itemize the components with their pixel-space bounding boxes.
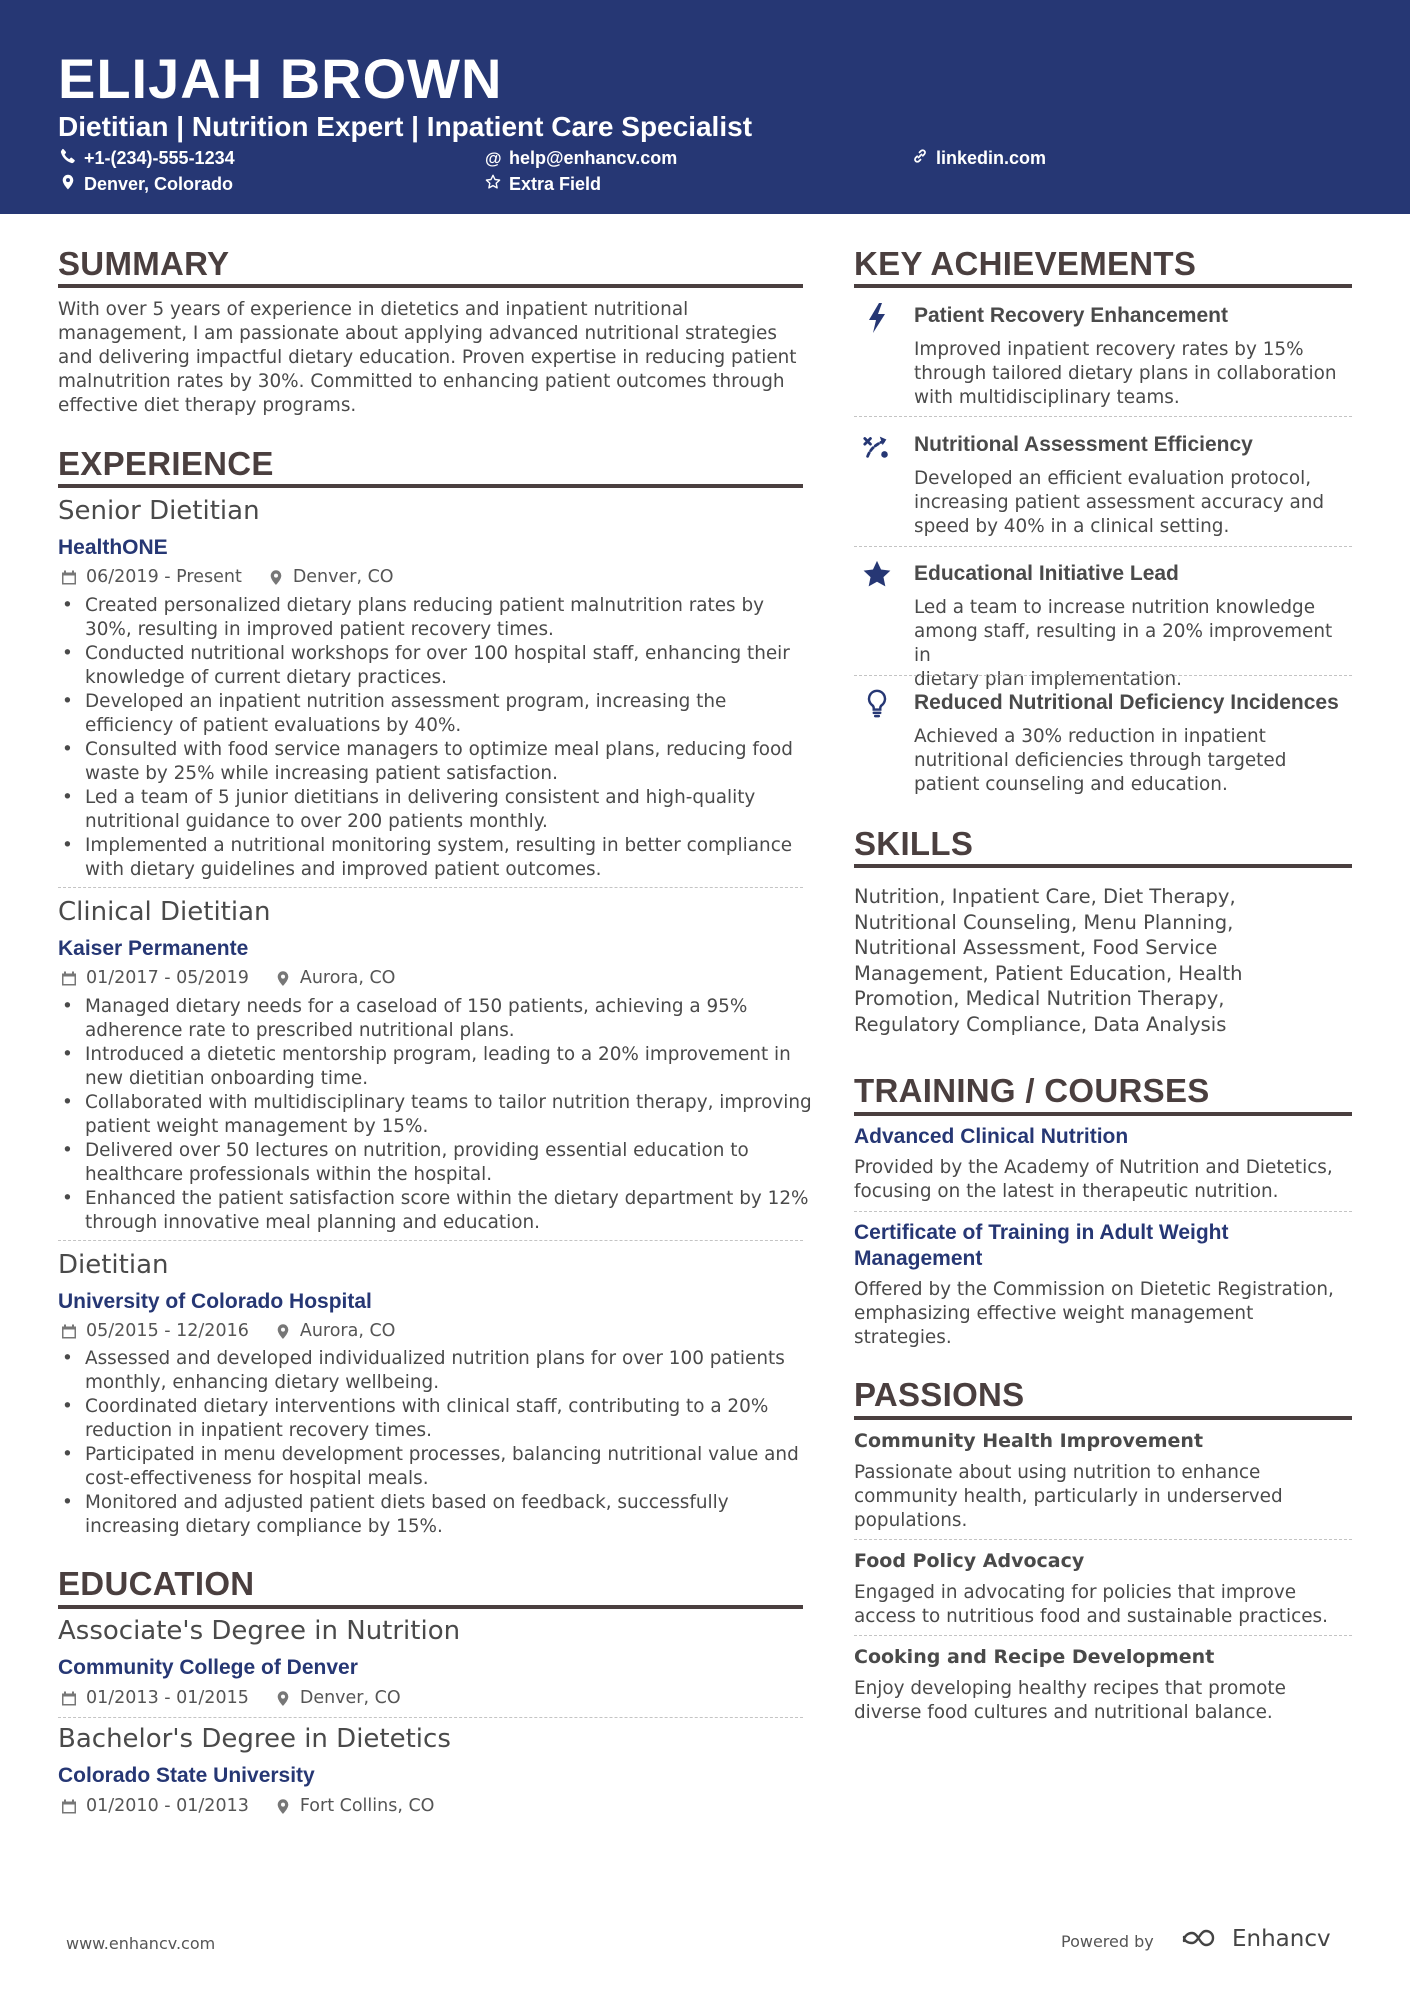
- location-text: Denver, Colorado: [84, 174, 234, 194]
- achievements-heading: KEY ACHIEVEMENTS: [854, 245, 1197, 282]
- contact-linkedin[interactable]: [912, 148, 1046, 169]
- job-title: Senior Dietitian: [58, 496, 260, 526]
- bullet-item: • Delivered over 50 lectures on nutrition, providing essential education to healthcare professionals within the hospital.: [58, 1139, 818, 1187]
- enhancv-logo-icon: [1180, 1927, 1224, 1951]
- bullet-item: • Developed an inpatient nutrition assessment program, increasing the efficiency of patient evaluations by 40%.: [58, 690, 818, 738]
- company-name: HealthONE: [58, 536, 168, 559]
- divider: [58, 1717, 803, 1718]
- bullet-item: • Collaborated with multidisciplinary teams to tailor nutrition therapy, improving patient weight management by 15%.: [58, 1091, 818, 1139]
- skills-heading: SKILLS: [854, 825, 974, 862]
- enhancv-brand-text: Enhancv: [1232, 1926, 1331, 1952]
- bullet-item: • Enhanced the patient satisfaction score within the dietary department by 12% through innovative meal planning and education.: [58, 1187, 818, 1235]
- divider: [854, 1635, 1352, 1636]
- calendar-icon: [61, 1323, 77, 1340]
- job-title: Clinical Dietitian: [58, 897, 271, 927]
- training-rule: [854, 1112, 1352, 1116]
- summary-line: malnutrition rates by 30%. Committed to enhancing patient outcomes through: [58, 371, 785, 392]
- passion-title: Community Health Improvement: [854, 1430, 1204, 1452]
- job-title: Dietitian: [58, 1250, 169, 1280]
- skills-rule: [854, 864, 1352, 868]
- contact-extra: [485, 174, 601, 195]
- calendar-icon: [61, 1798, 77, 1815]
- map-pin-icon: [268, 569, 284, 586]
- achievement-text: Led a team to increase nutrition knowledge among staff, resulting in a 20% improvement in dietary plan implementation.: [914, 597, 1333, 690]
- achievement-title: Nutritional Assessment Efficiency: [914, 433, 1253, 456]
- job-meta: [61, 1321, 395, 1341]
- resume-header: [0, 0, 1410, 214]
- achievements-rule: [854, 284, 1352, 288]
- achievement-title: Reduced Nutritional Deficiency Incidences: [914, 691, 1339, 714]
- bullet-item: • Assessed and developed individualized nutrition plans for over 100 patients monthly, enhancing dietary wellbeing.: [58, 1347, 818, 1395]
- map-pin-icon: [275, 1323, 291, 1340]
- course-description: Offered by the Commission on Dietetic Registration, emphasizing effective weight management strategies.: [854, 1279, 1334, 1348]
- phone-icon: [60, 148, 76, 169]
- passions-heading: PASSIONS: [854, 1376, 1025, 1413]
- divider: [854, 416, 1352, 417]
- job-dates: 05/2015 - 12/2016: [86, 1321, 249, 1341]
- powered-by-label: Powered by: [1061, 1932, 1154, 1951]
- passion-description: Engaged in advocating for policies that improve access to nutritious food and sustainable practices.: [854, 1582, 1328, 1627]
- job-bullets: [58, 1347, 818, 1539]
- job-meta: [61, 567, 394, 587]
- company-name: Kaiser Permanente: [58, 937, 249, 960]
- job-bullets: [58, 995, 818, 1235]
- map-pin-icon: [275, 1690, 291, 1707]
- experience-rule: [58, 484, 803, 488]
- contact-phone[interactable]: [60, 148, 235, 169]
- education-meta: [61, 1688, 401, 1708]
- divider: [854, 546, 1352, 547]
- extra-field-text: Extra Field: [509, 174, 602, 194]
- school-name: Community College of Denver: [58, 1656, 358, 1679]
- bullet-item: • Monitored and adjusted patient diets based on feedback, successfully increasing dietary compliance by 15%.: [58, 1491, 818, 1539]
- course-title: Advanced Clinical Nutrition: [854, 1125, 1129, 1148]
- divider: [854, 675, 1352, 676]
- summary-line: With over 5 years of experience in dietetics and inpatient nutritional: [58, 299, 689, 320]
- bullet-item: • Implemented a nutritional monitoring system, resulting in better compliance with dietary guidelines and improved patient outcomes.: [58, 834, 818, 882]
- education-meta: [61, 1796, 434, 1816]
- summary-line: effective diet therapy programs.: [58, 395, 357, 416]
- passions-rule: [854, 1416, 1352, 1420]
- star-icon: [857, 554, 897, 594]
- degree-title: Bachelor's Degree in Dietetics: [58, 1724, 451, 1754]
- map-pin-icon: [60, 174, 76, 195]
- passion-description: Passionate about using nutrition to enhance community health, particularly in underserved populations.: [854, 1462, 1283, 1531]
- calendar-icon: [61, 970, 77, 987]
- lightbulb-icon: [857, 683, 897, 723]
- bullet-item: • Created personalized dietary plans reducing patient malnutrition rates by 30%, resulting in improved patient recovery times.: [58, 594, 818, 642]
- map-pin-icon: [275, 970, 291, 987]
- summary-line: management, I am passionate about applying advanced nutritional strategies: [58, 323, 777, 344]
- strategy-arrow-icon: [857, 426, 897, 466]
- bullet-item: • Managed dietary needs for a caseload of 150 patients, achieving a 95% adherence rate to prescribed nutritional plans.: [58, 995, 818, 1043]
- achievement-title: Educational Initiative Lead: [914, 562, 1179, 585]
- bullet-item: • Introduced a dietetic mentorship program, leading to a 20% improvement in new dietitian onboarding time.: [58, 1043, 818, 1091]
- education-rule: [58, 1605, 803, 1609]
- divider: [58, 887, 803, 888]
- training-heading: TRAINING / COURSES: [854, 1072, 1210, 1109]
- achievement-text: Improved inpatient recovery rates by 15% through tailored dietary plans in collaboration with multidisciplinary teams.: [914, 339, 1337, 408]
- summary-text: [58, 298, 808, 418]
- company-name: University of Colorado Hospital: [58, 1290, 372, 1313]
- contact-email[interactable]: [485, 148, 677, 169]
- passion-description: Enjoy developing healthy recipes that promote diverse food cultures and nutritional balance.: [854, 1678, 1286, 1723]
- bullet-item: • Conducted nutritional workshops for over 100 hospital staff, enhancing their knowledge of current dietary practices.: [58, 642, 818, 690]
- passion-title: Cooking and Recipe Development: [854, 1646, 1215, 1668]
- candidate-name: ELIJAH BROWN: [58, 47, 503, 110]
- passion-title: Food Policy Advocacy: [854, 1550, 1085, 1572]
- calendar-icon: [61, 1690, 77, 1707]
- enhancv-logo[interactable]: [1180, 1926, 1331, 1952]
- divider: [854, 1539, 1352, 1540]
- education-heading: EDUCATION: [58, 1565, 255, 1602]
- phone-text: +1-(234)-555-1234: [84, 148, 235, 168]
- bullet-item: • Participated in menu development processes, balancing nutritional value and cost-effectiveness for hospital meals.: [58, 1443, 818, 1491]
- job-meta: [61, 968, 395, 988]
- course-title: Certificate of Training in Adult Weight Management: [854, 1221, 1229, 1270]
- achievement-title: Patient Recovery Enhancement: [914, 304, 1228, 327]
- experience-heading: EXPERIENCE: [58, 445, 274, 482]
- linkedin-text: linkedin.com: [936, 148, 1047, 168]
- job-dates: 06/2019 - Present: [86, 567, 242, 587]
- achievement-text: Developed an efficient evaluation protocol, increasing patient assessment accuracy and speed by 40% in a clinical setting.: [914, 468, 1325, 537]
- education-dates: 01/2010 - 01/2013: [86, 1796, 249, 1816]
- summary-rule: [58, 284, 803, 288]
- education-location: Denver, CO: [299, 1688, 401, 1708]
- summary-line: and delivering impactful dietary education. Proven expertise in reducing patient: [58, 347, 797, 368]
- education-location: Fort Collins, CO: [299, 1796, 435, 1816]
- job-location: Aurora, CO: [299, 968, 396, 988]
- email-text: help@enhancv.com: [509, 148, 678, 168]
- achievement-text: Achieved a 30% reduction in inpatient nutritional deficiencies through targeted patient counseling and education.: [914, 726, 1287, 795]
- bullet-item: • Coordinated dietary interventions with clinical staff, contributing to a 20% reduction in inpatient recovery times.: [58, 1395, 818, 1443]
- job-location: Aurora, CO: [299, 1321, 396, 1341]
- divider: [58, 1240, 803, 1241]
- star-outline-icon: [485, 174, 501, 195]
- candidate-headline: Dietitian | Nutrition Expert | Inpatient Care Specialist: [58, 111, 753, 142]
- lightning-bolt-icon: [857, 298, 897, 338]
- skills-list: Nutrition, Inpatient Care, Diet Therapy, Nutritional Counseling, Menu Planning, Nutritional Assessment, Food Service Management, Patient Education, Health Promotion, Medical Nutrition Therapy, Regulatory Compliance, Data Analysis: [854, 885, 1243, 1036]
- calendar-icon: [61, 569, 77, 586]
- at-sign-icon: @: [485, 148, 502, 168]
- bullet-item: • Led a team of 5 junior dietitians in delivering consistent and high-quality nutritional guidance to over 200 patients monthly.: [58, 786, 818, 834]
- map-pin-icon: [275, 1798, 291, 1815]
- contact-location: [60, 174, 233, 195]
- job-dates: 01/2017 - 05/2019: [86, 968, 249, 988]
- divider: [854, 1211, 1352, 1212]
- job-location: Denver, CO: [292, 567, 394, 587]
- summary-heading: SUMMARY: [58, 245, 230, 282]
- bullet-item: • Consulted with food service managers to optimize meal plans, reducing food waste by 25% while increasing patient satisfaction.: [58, 738, 818, 786]
- link-icon: [912, 148, 928, 169]
- footer-website-link[interactable]: www.enhancv.com: [66, 1934, 216, 1953]
- degree-title: Associate's Degree in Nutrition: [58, 1616, 461, 1646]
- job-bullets: [58, 594, 818, 882]
- school-name: Colorado State University: [58, 1764, 315, 1787]
- education-dates: 01/2013 - 01/2015: [86, 1688, 249, 1708]
- course-description: Provided by the Academy of Nutrition and Dietetics, focusing on the latest in therapeutic nutrition.: [854, 1157, 1333, 1202]
